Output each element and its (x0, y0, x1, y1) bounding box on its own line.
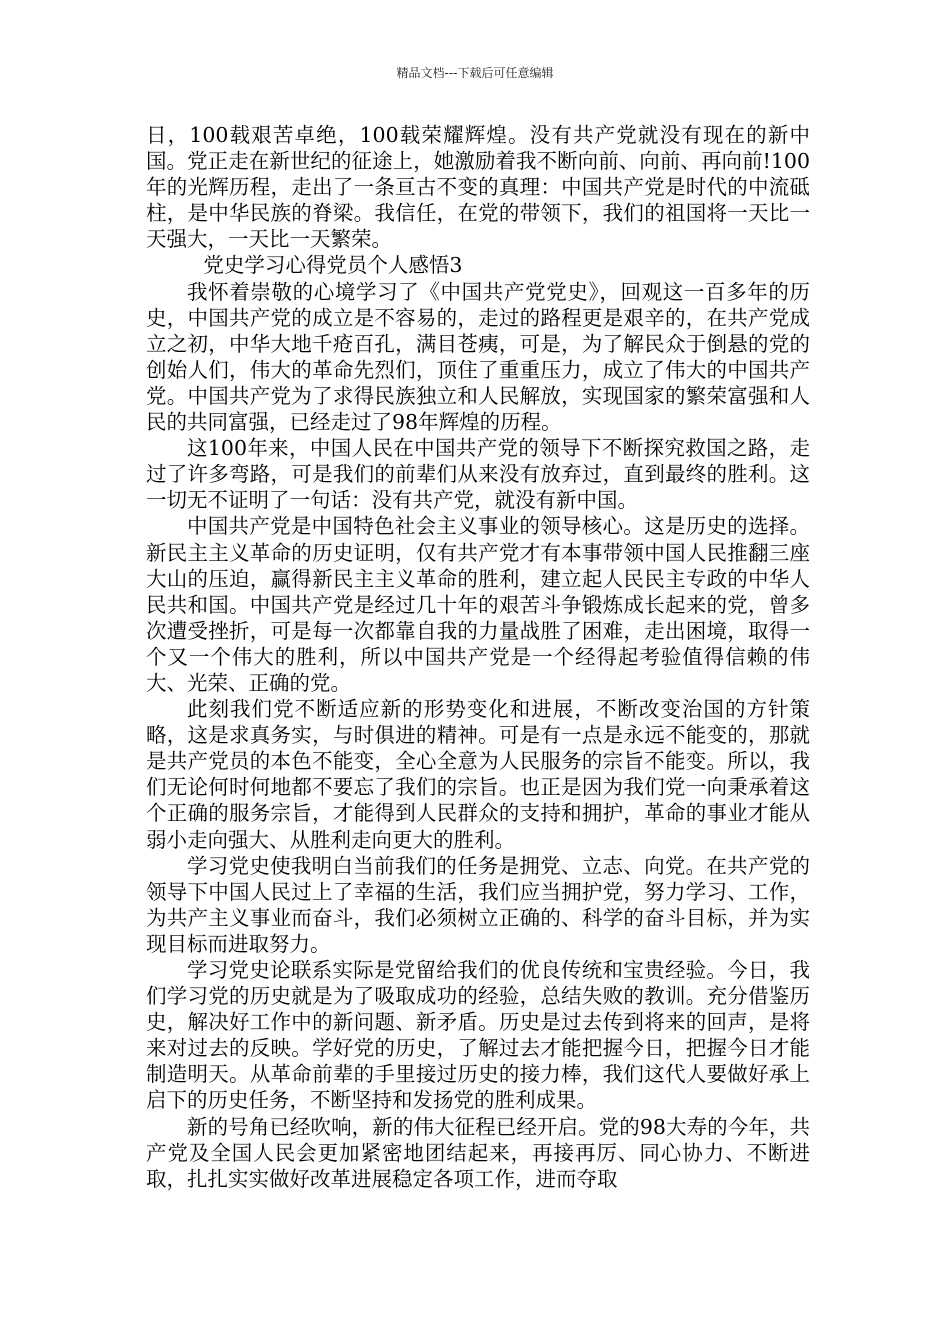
paragraph: 中国共产党是中国特色社会主义事业的领导核心。这是历史的选择。新民主主义革命的历史证明，仅有共产党才有本事带领中国人民推翻三座大山的压迫，赢得新民主主义革命的胜利，建立起人民民主专政的中华人民共和国。中国共产党是经过几十年的艰苦斗争锻炼成长起来的党，曾多次遭受挫折，可是每一次都靠自我的力量战胜了困难，走出困境，取得一个又一个伟大的胜利，所以中国共产党是一个经得起考验值得信赖的伟大、光荣、正确的党。 (146, 514, 810, 695)
paragraph-continuation: 日，100载艰苦卓绝，100载荣耀辉煌。没有共产党就没有现在的新中国。党正走在新世纪的征途上，她激励着我不断向前、向前、再向前!100年的光辉历程，走出了一条亘古不变的真理：中国共产党是时代的中流砥柱，是中华民族的脊梁。我信任，在党的带领下，我们的祖国将一天比一天强大，一天比一天繁荣。 (146, 123, 810, 252)
document-body (146, 122, 810, 1192)
paragraph: 新的号角已经吹响，新的伟大征程已经开启。党的98大寿的今年，共产党及全国人民会更加紧密地团结起来，再接再厉、同心协力、不断进取，扎扎实实做好改革进展稳定各项工作，进而夺取 (146, 1114, 810, 1191)
paragraph: 此刻我们党不断适应新的形势变化和进展，不断改变治国的方针策略，这是求真务实，与时俱进的精神。可是有一点是永远不能变的，那就是共产党员的本色不能变，全心全意为人民服务的宗旨不能变。所以，我们无论何时何地都不要忘了我们的宗旨。也正是因为我们党一向秉承着这个正确的服务宗旨，才能得到人民群众的支持和拥护，革命的事业才能从弱小走向强大、从胜利走向更大的胜利。 (146, 697, 810, 852)
paragraph: 学习党史使我明白当前我们的任务是拥党、立志、向党。在共产党的领导下中国人民过上了幸福的生活，我们应当拥护党，努力学习、工作，为共产主义事业而奋斗，我们必须树立正确的、科学的奋斗目标，并为实现目标而进取努力。 (146, 853, 810, 956)
paragraph: 学习党史论联系实际是党留给我们的优良传统和宝贵经验。今日，我们学习党的历史就是为了吸取成功的经验，总结失败的教训。充分借鉴历史，解决好工作中的新问题、新矛盾。历史是过去传到将来的回声，是将来对过去的反映。学好党的历史，了解过去才能把握今日，把握今日才能制造明天。从革命前辈的手里接过历史的接力棒，我们这代人要做好承上启下的历史任务，不断坚持和发扬党的胜利成果。 (146, 958, 810, 1113)
page-header: 精品文档---下载后可任意编辑 (396, 66, 554, 80)
paragraph: 我怀着崇敬的心境学习了《中国共产党党史》，回观这一百多年的历史，中国共产党的成立是不容易的，走过的路程更是艰辛的，在共产党成立之初，中华大地千疮百孔，满目苍痍，可是，为了解民众于倒悬的党的创始人们，伟大的革命先烈们，顶住了重重压力，成立了伟大的中国共产党。中国共产党为了求得民族独立和人民解放，实现国家的繁荣富强和人民的共同富强，已经走过了98年辉煌的历程。 (146, 279, 810, 435)
section-heading: 党史学习心得党员个人感悟3 (203, 253, 463, 278)
paragraph: 这100年来，中国人民在中国共产党的领导下不断探究救国之路，走过了许多弯路，可是我们的前辈们从来没有放弃过，直到最终的胜利。这一切无不证明了一句话：没有共产党，就没有新中国。 (146, 436, 810, 513)
